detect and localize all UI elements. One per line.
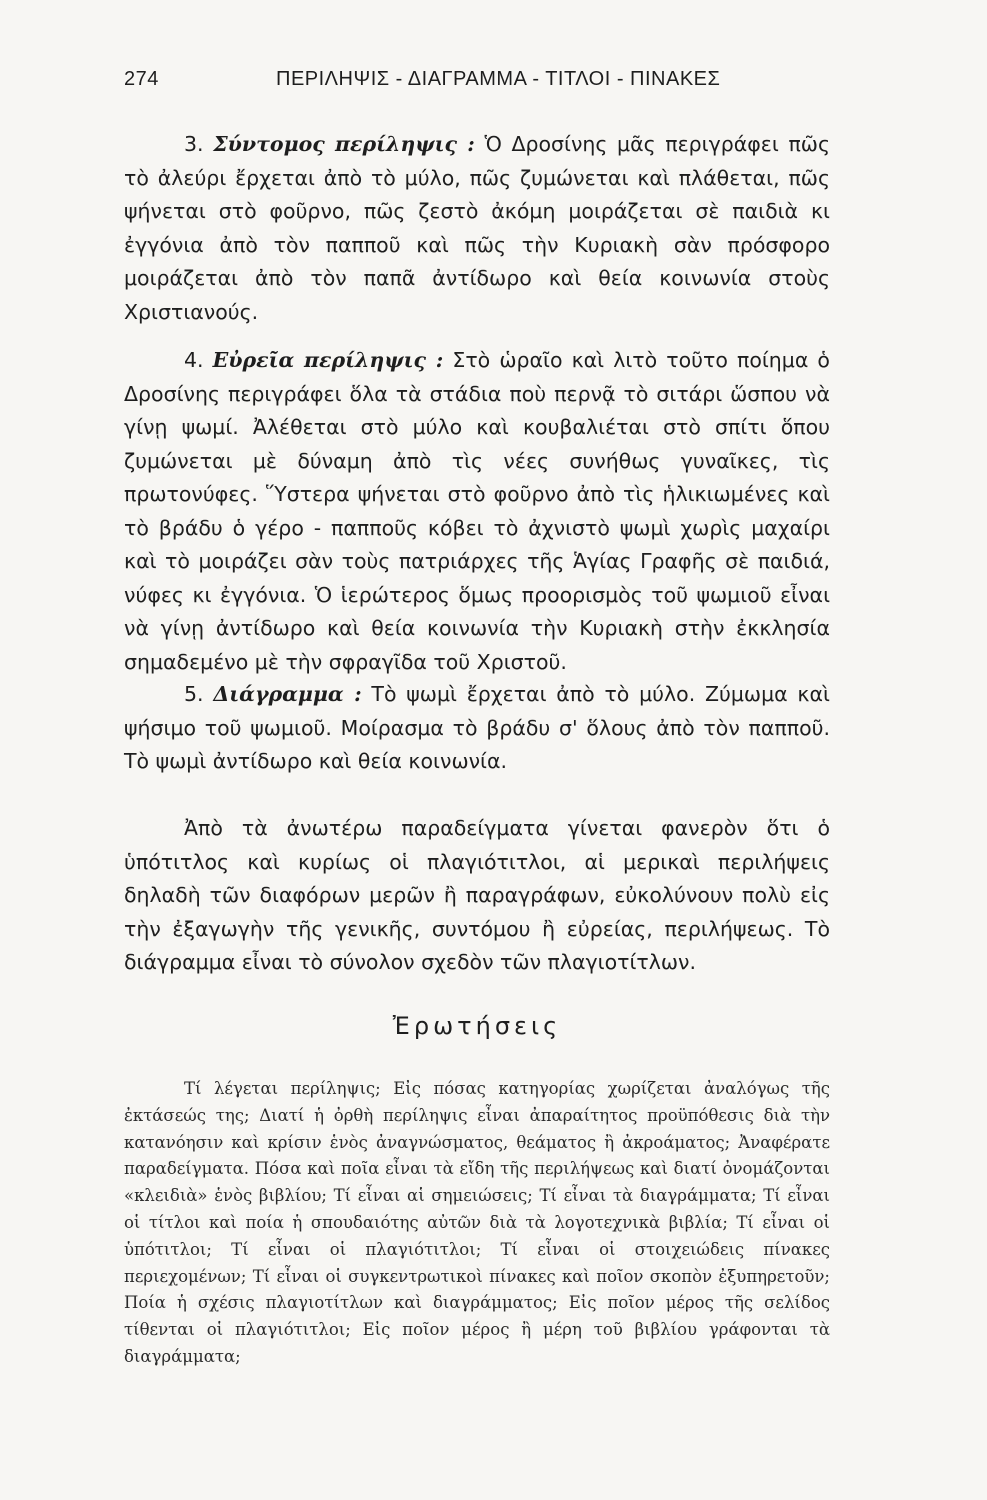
section-outline xyxy=(124,678,830,779)
questions-paragraph: Τί λέγεται περίληψις; Εἰς πόσας κατηγορίας χωρίζεται ἀναλόγως τῆς ἐκτάσεώς της; Διατί ἡ ὀρθὴ περίληψις εἶναι ἀπαραίτητος προϋπόθεσις διὰ τὴν κατανόησιν καὶ κρίσιν ἑνὸς ἀναγνώσματος, θεάματος ἢ ἀκροάματος; Ἀναφέρατε παραδείγματα. Πόσα καὶ ποῖα εἶναι τὰ εἴδη τῆς περιλήψεως καὶ διατί ὀνομάζονται «κλειδιὰ» ἑνὸς βιβλίου; Τί εἶναι αἱ σημειώσεις; Τί εἶναι τὰ διαγράμματα; Τί εἶναι οἱ τίτλοι καὶ ποία ἡ σπουδαιότης αὐτῶν διὰ τὰ λογοτεχνικὰ βιβλία; Τί εἶναι οἱ ὑπότιτλοι; Τί εἶναι οἱ πλαγιότιτλοι; Τί εἶναι οἱ στοιχειώδεις πίνακες περιεχομένων; Τί εἶναι οἱ συγκεντρωτικοὶ πίνακες καὶ ποῖον σκοπὸν ἐξυπηρετοῦν; Ποία ἡ σχέσις πλαγιοτίτλων καὶ διαγράμματος; Εἰς ποῖον μέρος τῆς σελίδος τίθενται οἱ πλαγιότιτλοι; Εἰς ποῖον μέρος ἢ μέρη τοῦ βιβλίου γράφονται τὰ διαγράμματα; xyxy=(124,1079,830,1366)
conclusion-paragraph: Ἀπὸ τὰ ἀνωτέρω παραδείγματα γίνεται φανερὸν ὅτι ὁ ὑπότιτλος καὶ κυρίως οἱ πλαγιότιτλοι, αἱ μερικαὶ περιλήψεις δηλαδὴ τῶν διαφόρων μερῶν ἢ παραγράφων, εὐκολύνουν πολὺ εἰς τὴν ἐξαγωγὴν τῆς γενικῆς, συντόμου ἢ εὐρείας, περιλήψεως. Τὸ διάγραμμα εἶναι τὸ σύνολον σχεδὸν τῶν πλαγιοτίτλων. xyxy=(124,816,830,974)
section-term: Σύντομος περίληψις : xyxy=(213,132,475,156)
section-text: Στὸ ὡραῖο καὶ λιτὸ τοῦτο ποίημα ὁ Δροσίνης περιγράφει ὅλα τὰ στάδια ποὺ περνᾷ τὸ σιτάρι ὥσπου νὰ γίνῃ ψωμί. Ἀλέθεται στὸ μύλο καὶ κουβαλιέται στὸ σπίτι ὅπου ζυμώνεται μὲ δύναμη ἀπὸ τὶς νέες συνήθως γυναῖκες, τὶς πρωτονύφες. Ὕστερα ψήνεται στὸ φοῦρνο ἀπὸ τὶς ἡλικιωμένες καὶ τὸ βράδυ ὁ γέρο - παπποῦς κόβει τὸ ἀχνιστὸ ψωμὶ χωρὶς μαχαίρι καὶ τὸ μοιράζει σὰν τοὺς πατριάρχες τῆς Ἁγίας Γραφῆς σὲ παιδιά, νύφες κι ἐγγόνια. Ὁ ἱερώτερος ὅμως προορισμὸς τοῦ ψωμιοῦ εἶναι νὰ γίνῃ ἀντίδωρο καὶ θεία κοινωνία τὴν Κυριακὴ στὴν ἐκκλησία σημαδεμένο μὲ τὴν σφραγῖδα τοῦ Χριστοῦ. xyxy=(124,348,830,674)
page-number: 274 xyxy=(124,68,159,90)
running-header xyxy=(124,68,804,102)
section-term: Διάγραμμα : xyxy=(213,682,362,706)
questions-heading: Ἐρωτήσεις xyxy=(392,1012,562,1040)
section-short-summary xyxy=(124,128,830,329)
running-title: ΠΕΡΙΛΗΨΙΣ - ΔΙΑΓΡΑΜΜΑ - ΤΙΤΛΟΙ - ΠΙΝΑΚΕΣ xyxy=(276,68,721,90)
section-number: 3. xyxy=(184,132,204,156)
section-number: 4. xyxy=(184,348,204,372)
section-extended-summary xyxy=(124,344,830,679)
section-text: Ὁ Δροσίνης μᾶς περιγράφει πῶς τὸ ἀλεύρι ἔρχεται ἀπὸ τὸ μύλο, πῶς ζυμώνεται καὶ πλάθεται, πῶς ψήνεται στὸ φοῦρνο, πῶς ζεστὸ ἀκόμη μοιράζεται σὲ παιδιὰ κι ἐγγόνια ἀπὸ τὸν παπποῦ καὶ πῶς τὴν Κυριακὴ σὰν πρόσφορο μοιράζεται ἀπὸ τὸν παπᾶ ἀντίδωρο καὶ θεία κοινωνία στοὺς Χριστιανούς. xyxy=(124,132,830,324)
section-term: Εὐρεῖα περίληψις : xyxy=(212,348,444,372)
section-number: 5. xyxy=(184,682,204,706)
section-text: Τὸ ψωμὶ ἔρχεται ἀπὸ τὸ μύλο. Ζύμωμα καὶ ψήσιμο τοῦ ψωμιοῦ. Μοίρασμα τὸ βράδυ σ' ὅλους ἀπὸ τὸν παπποῦ. Τὸ ψωμὶ ἀντίδωρο καὶ θεία κοινωνία. xyxy=(124,682,830,773)
